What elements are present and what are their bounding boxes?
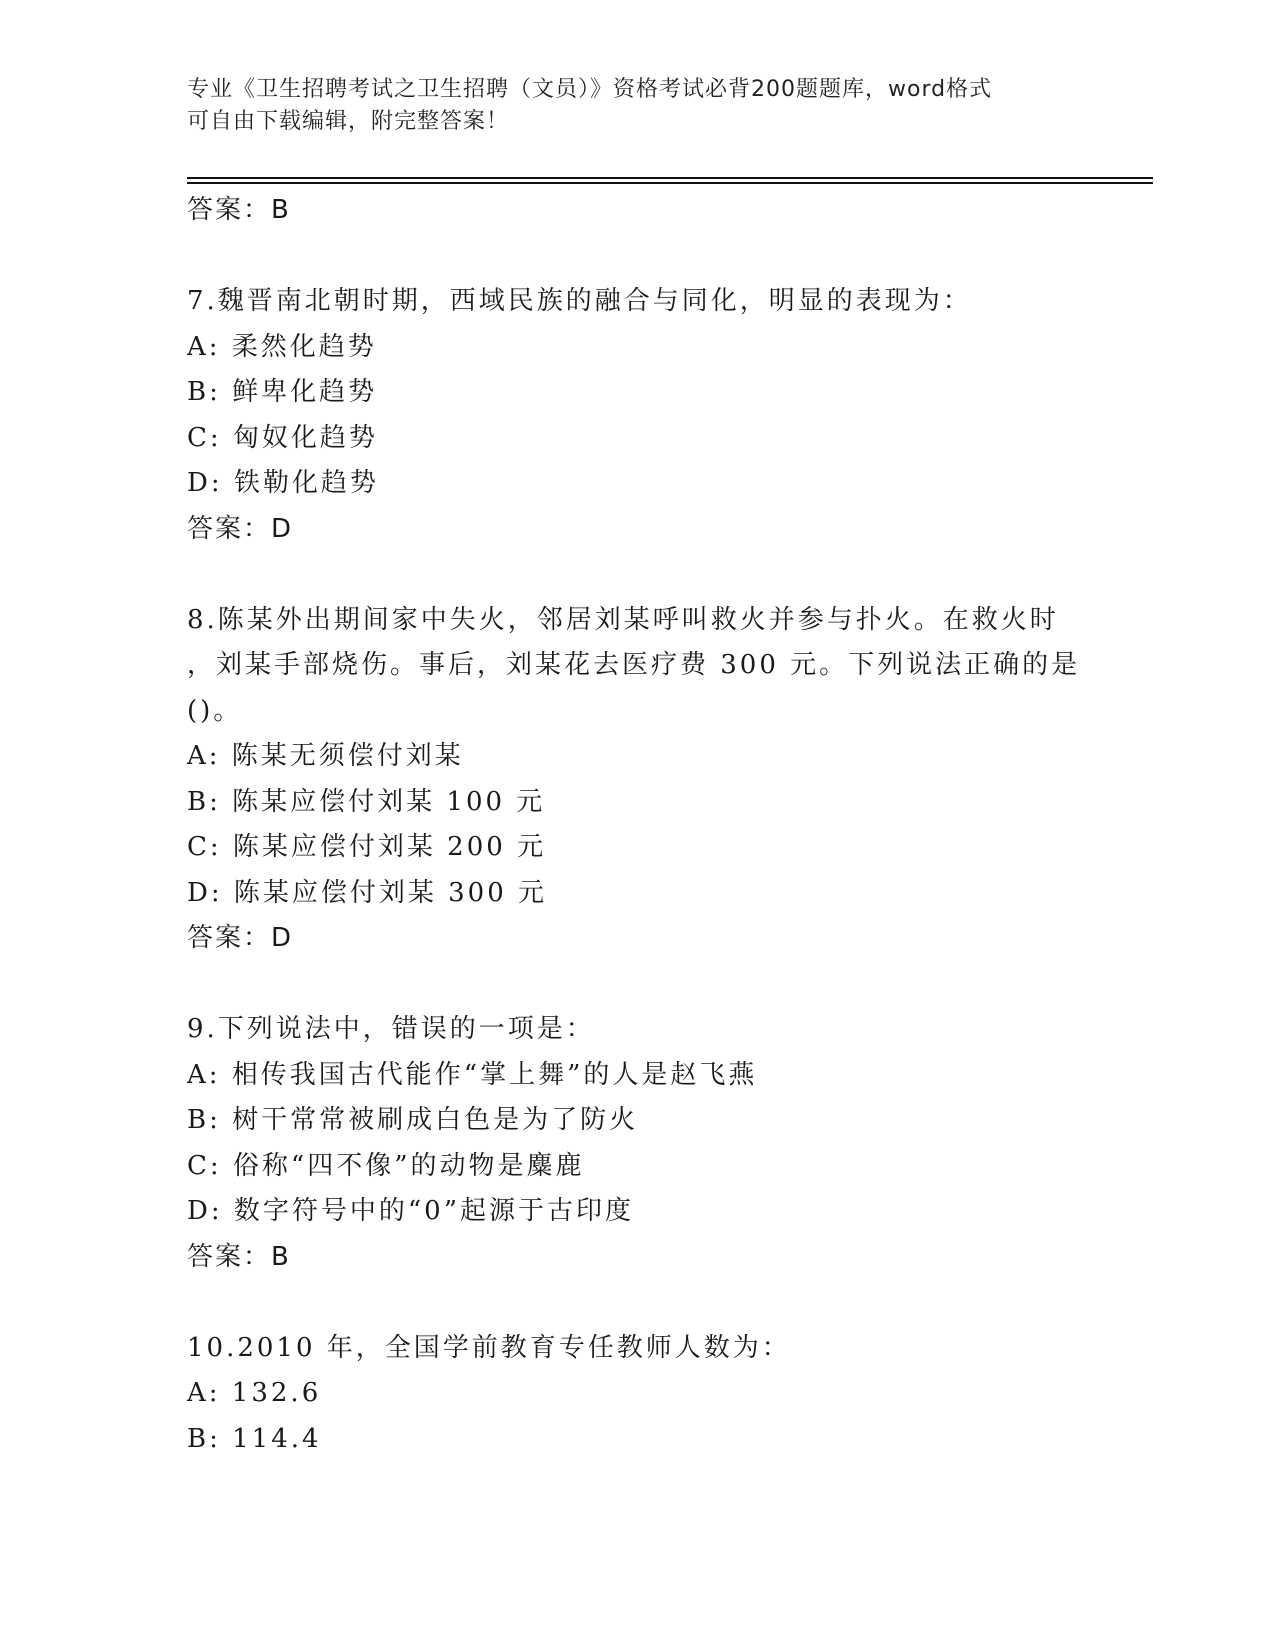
question-stem-line-1: 8.陈某外出期间家中失火，邻居刘某呼叫救火并参与扑火。在救火时 (187, 604, 1059, 635)
option-a: A: 132.6 (187, 1378, 322, 1408)
option-b: B: 树干常常被刷成白色是为了防火 (187, 1105, 639, 1135)
header-line-2: 可自由下载编辑，附完整答案！ (187, 109, 510, 134)
question-stem: 9.下列说法中，错误的一项是： (187, 1014, 595, 1044)
previous-answer: 答案：B (187, 195, 291, 225)
option-d: D: 数字符号中的“0”起源于古印度 (187, 1196, 634, 1226)
question-stem: 10.2010 年，全国学前教育专任教师人数为： (187, 1332, 791, 1363)
option-c: C: 陈某应偿付刘某 200 元 (187, 832, 547, 862)
answer: 答案：B (187, 1241, 291, 1272)
question-10 (187, 1326, 1117, 1463)
question-8 (187, 598, 1117, 962)
question-list (187, 188, 1117, 1462)
option-c: C: 匈奴化趋势 (187, 422, 378, 453)
option-a: A: 相传我国古代能作“掌上舞”的人是赵飞燕 (187, 1059, 758, 1090)
option-d: D: 陈某应偿付刘某 300 元 (187, 877, 548, 908)
question-stem: 7.魏晋南北朝时期，西域民族的融合与同化，明显的表现为： (187, 286, 972, 316)
answer: 答案：D (187, 513, 294, 544)
option-b: B: 鲜卑化趋势 (187, 377, 378, 407)
option-b: B: 陈某应偿付刘某 100 元 (187, 786, 546, 817)
header-rule-bottom (187, 182, 1153, 184)
option-a: A: 陈某无须偿付刘某 (187, 741, 464, 771)
option-c: C: 俗称“四不像”的动物是麋鹿 (187, 1150, 585, 1181)
question-7 (187, 279, 1117, 552)
header-line-1: 专业《卫生招聘考试之卫生招聘（文员）》资格考试必背200题题库，word格式 (187, 77, 993, 102)
option-d: D: 铁勒化趋势 (187, 468, 379, 498)
option-b: B: 114.4 (187, 1423, 322, 1454)
spacer (187, 962, 1117, 1008)
spacer (187, 234, 1117, 280)
spacer (187, 1280, 1117, 1326)
question-stem-line-3: ()。 (187, 695, 243, 726)
question-9 (187, 1007, 1117, 1280)
document-header (187, 74, 1067, 138)
answer: 答案：D (187, 923, 294, 953)
header-rule-top (187, 177, 1153, 179)
option-a: A: 柔然化趋势 (187, 331, 377, 362)
spacer (187, 552, 1117, 598)
question-stem-line-2: ，刘某手部烧伤。事后，刘某花去医疗费 300 元。下列说法正确的是 (187, 650, 1081, 680)
